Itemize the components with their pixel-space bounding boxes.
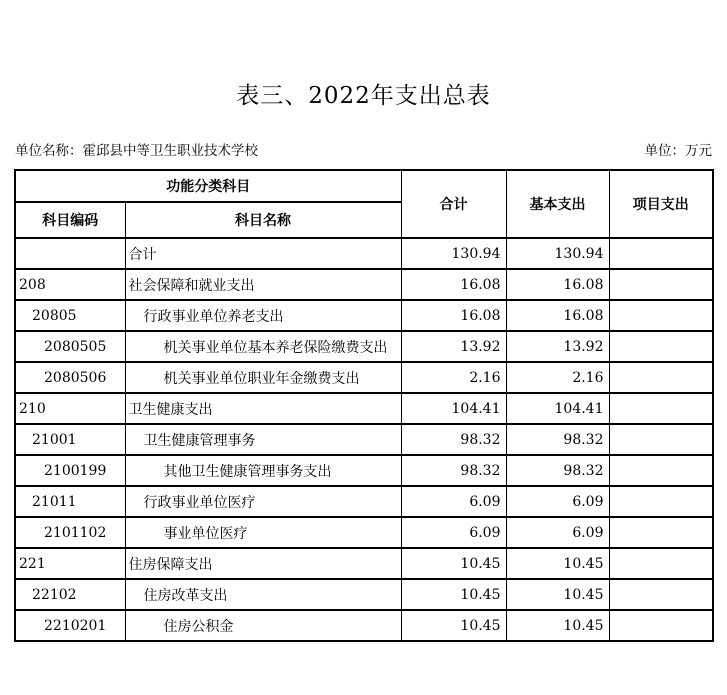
header-subject-code: 科目编码 xyxy=(15,202,125,238)
subject-code-cell: 21001 xyxy=(15,424,125,455)
basic-expenditure-cell: 10.45 xyxy=(506,548,609,579)
subject-code-cell: 22102 xyxy=(15,579,125,610)
header-row-group xyxy=(15,170,713,202)
table-row xyxy=(15,610,713,641)
basic-expenditure-cell: 10.45 xyxy=(506,579,609,610)
project-expenditure-cell xyxy=(609,486,713,517)
header-subject-name: 科目名称 xyxy=(125,202,401,238)
subject-name-cell: 卫生健康管理事务 xyxy=(125,424,401,455)
total-cell: 16.08 xyxy=(401,269,506,300)
project-expenditure-cell xyxy=(609,517,713,548)
basic-expenditure-cell: 2.16 xyxy=(506,362,609,393)
total-cell: 10.45 xyxy=(401,610,506,641)
total-cell: 10.45 xyxy=(401,548,506,579)
total-cell: 16.08 xyxy=(401,300,506,331)
subject-code-cell: 2101102 xyxy=(15,517,125,548)
project-expenditure-cell xyxy=(609,362,713,393)
total-cell: 98.32 xyxy=(401,424,506,455)
subject-code-cell: 2210201 xyxy=(15,610,125,641)
expenditure-table xyxy=(14,169,714,642)
expenditure-table-body xyxy=(15,238,713,641)
table-row xyxy=(15,455,713,486)
project-expenditure-cell xyxy=(609,331,713,362)
subject-code-cell: 2080506 xyxy=(15,362,125,393)
subject-name-cell: 卫生健康支出 xyxy=(125,393,401,424)
total-cell: 6.09 xyxy=(401,486,506,517)
subject-code-cell: 2080505 xyxy=(15,331,125,362)
unit-name-label: 单位名称：霍邱县中等卫生职业技术学校 xyxy=(15,143,258,159)
subject-code-cell xyxy=(15,238,125,269)
project-expenditure-cell xyxy=(609,579,713,610)
total-cell: 98.32 xyxy=(401,455,506,486)
project-expenditure-cell xyxy=(609,424,713,455)
header-total: 合计 xyxy=(401,170,506,238)
table-row xyxy=(15,486,713,517)
table-row xyxy=(15,362,713,393)
subject-code-cell: 210 xyxy=(15,393,125,424)
basic-expenditure-cell: 98.32 xyxy=(506,424,609,455)
header-functional-classification: 功能分类科目 xyxy=(15,170,401,202)
basic-expenditure-cell: 6.09 xyxy=(506,486,609,517)
table-row xyxy=(15,579,713,610)
total-cell: 10.45 xyxy=(401,579,506,610)
total-cell: 13.92 xyxy=(401,331,506,362)
subject-code-cell: 20805 xyxy=(15,300,125,331)
total-cell: 104.41 xyxy=(401,393,506,424)
table-row xyxy=(15,269,713,300)
basic-expenditure-cell: 6.09 xyxy=(506,517,609,548)
table-row xyxy=(15,548,713,579)
subject-name-cell: 住房保障支出 xyxy=(125,548,401,579)
table-row xyxy=(15,517,713,548)
subject-name-cell: 合计 xyxy=(125,238,401,269)
total-cell: 6.09 xyxy=(401,517,506,548)
basic-expenditure-cell: 16.08 xyxy=(506,300,609,331)
subject-name-cell: 行政事业单位医疗 xyxy=(125,486,401,517)
basic-expenditure-cell: 16.08 xyxy=(506,269,609,300)
total-cell: 130.94 xyxy=(401,238,506,269)
subject-name-cell: 社会保障和就业支出 xyxy=(125,269,401,300)
project-expenditure-cell xyxy=(609,548,713,579)
project-expenditure-cell xyxy=(609,238,713,269)
project-expenditure-cell xyxy=(609,269,713,300)
basic-expenditure-cell: 10.45 xyxy=(506,610,609,641)
table-row xyxy=(15,238,713,269)
subject-code-cell: 208 xyxy=(15,269,125,300)
unit-of-measure-label: 单位：万元 xyxy=(644,143,712,159)
subject-name-cell: 行政事业单位养老支出 xyxy=(125,300,401,331)
project-expenditure-cell xyxy=(609,393,713,424)
subject-code-cell: 2100199 xyxy=(15,455,125,486)
subject-name-cell: 机关事业单位基本养老保险缴费支出 xyxy=(125,331,401,362)
subject-name-cell: 住房公积金 xyxy=(125,610,401,641)
project-expenditure-cell xyxy=(609,455,713,486)
total-cell: 2.16 xyxy=(401,362,506,393)
table-header xyxy=(15,170,713,238)
subject-code-cell: 221 xyxy=(15,548,125,579)
basic-expenditure-cell: 104.41 xyxy=(506,393,609,424)
header-project-expenditure: 项目支出 xyxy=(609,170,713,238)
header-basic-expenditure: 基本支出 xyxy=(506,170,609,238)
table-row xyxy=(15,393,713,424)
basic-expenditure-cell: 13.92 xyxy=(506,331,609,362)
subject-code-cell: 21011 xyxy=(15,486,125,517)
meta-row xyxy=(15,142,712,160)
project-expenditure-cell xyxy=(609,610,713,641)
subject-name-cell: 其他卫生健康管理事务支出 xyxy=(125,455,401,486)
project-expenditure-cell xyxy=(609,300,713,331)
basic-expenditure-cell: 98.32 xyxy=(506,455,609,486)
subject-name-cell: 事业单位医疗 xyxy=(125,517,401,548)
subject-name-cell: 住房改革支出 xyxy=(125,579,401,610)
subject-name-cell: 机关事业单位职业年金缴费支出 xyxy=(125,362,401,393)
table-row xyxy=(15,331,713,362)
page-title: 表三、2022年支出总表 xyxy=(236,83,491,109)
table-row xyxy=(15,424,713,455)
basic-expenditure-cell: 130.94 xyxy=(506,238,609,269)
table-row xyxy=(15,300,713,331)
